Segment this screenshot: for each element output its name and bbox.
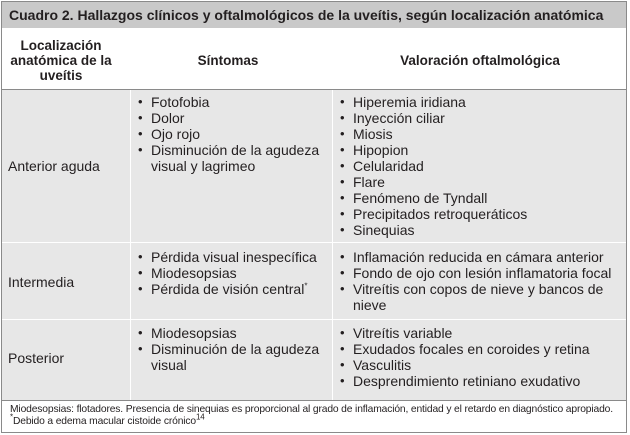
- list-item: • Inflamación reducida en cámara anterior: [340, 249, 604, 265]
- list-item: • Disminución de la agudeza visual: [138, 341, 320, 373]
- table-frame: [1, 1, 627, 433]
- table-title: Cuadro 2. Hallazgos clínicos y oftalmológicos de la uveítis, según localización anatómica: [2, 2, 626, 28]
- table-footnote: [2, 400, 626, 432]
- list-item: • Pérdida visual inespecífica: [138, 249, 317, 265]
- header-location: Localización anatómica de la uveítis: [10, 38, 112, 83]
- list-item: • Miodesopsias: [138, 325, 237, 341]
- header-symptoms: Síntomas: [197, 53, 259, 68]
- list-item: • Flare: [340, 174, 385, 190]
- list-item: • Vitreítis variable: [340, 325, 453, 341]
- footnote-note: Debido a edema macular cistoide crónico: [12, 416, 196, 427]
- list-item: • Hiperemia iridiana: [340, 94, 466, 110]
- list-item: • Fondo de ojo con lesión inflamatoria focal: [340, 265, 612, 281]
- list-item: • Sinequias: [340, 222, 415, 238]
- evaluation-list: [338, 249, 622, 313]
- list-item: • Fotofobia: [138, 94, 210, 110]
- row-location: Intermedia: [8, 274, 75, 290]
- evaluation-list: [338, 94, 622, 238]
- footnote-mark: *: [10, 412, 13, 422]
- row-location: Posterior: [8, 350, 65, 366]
- list-item: • Exudados focales en coroides y retina: [340, 341, 590, 357]
- symptoms-list: [136, 325, 330, 373]
- footnote-ref: 14: [196, 412, 205, 422]
- table-header: [2, 28, 626, 90]
- list-item: • Inyección ciliar: [340, 110, 445, 126]
- list-item: • Pérdida de visión central*: [138, 281, 308, 297]
- header-evaluation: Valoración oftalmológica: [400, 53, 560, 68]
- table-row: [2, 243, 626, 320]
- list-item: • Hipopion: [340, 142, 409, 158]
- footnote-text: Miodesopsias: flotadores. Presencia de sinequias es proporcional al grado de inflamación, entidad y el retardo en diagnóstico apropiado.: [10, 404, 613, 415]
- list-item: • Vitreítis con copos de nieve y bancos de nieve: [340, 281, 604, 313]
- list-item: • Miodesopsias: [138, 265, 237, 281]
- table-row: [2, 90, 626, 243]
- list-item: • Celularidad: [340, 158, 424, 174]
- list-item: • Dolor: [138, 110, 185, 126]
- row-location: Anterior aguda: [8, 158, 100, 174]
- list-item: • Miosis: [340, 126, 393, 142]
- list-item: • Ojo rojo: [138, 126, 201, 142]
- list-item: • Disminución de la agudeza visual y lagrimeo: [138, 142, 320, 174]
- list-item: • Fenómeno de Tyndall: [340, 190, 488, 206]
- symptoms-list: [136, 249, 330, 297]
- list-item: • Precipitados retroqueráticos: [340, 206, 528, 222]
- evaluation-list: [338, 325, 622, 389]
- list-item: • Desprendimiento retiniano exudativo: [340, 373, 581, 389]
- footnote-mark: *: [304, 281, 308, 291]
- table-row: [2, 320, 626, 400]
- symptoms-list: [136, 94, 328, 174]
- list-item: • Vasculitis: [340, 357, 412, 373]
